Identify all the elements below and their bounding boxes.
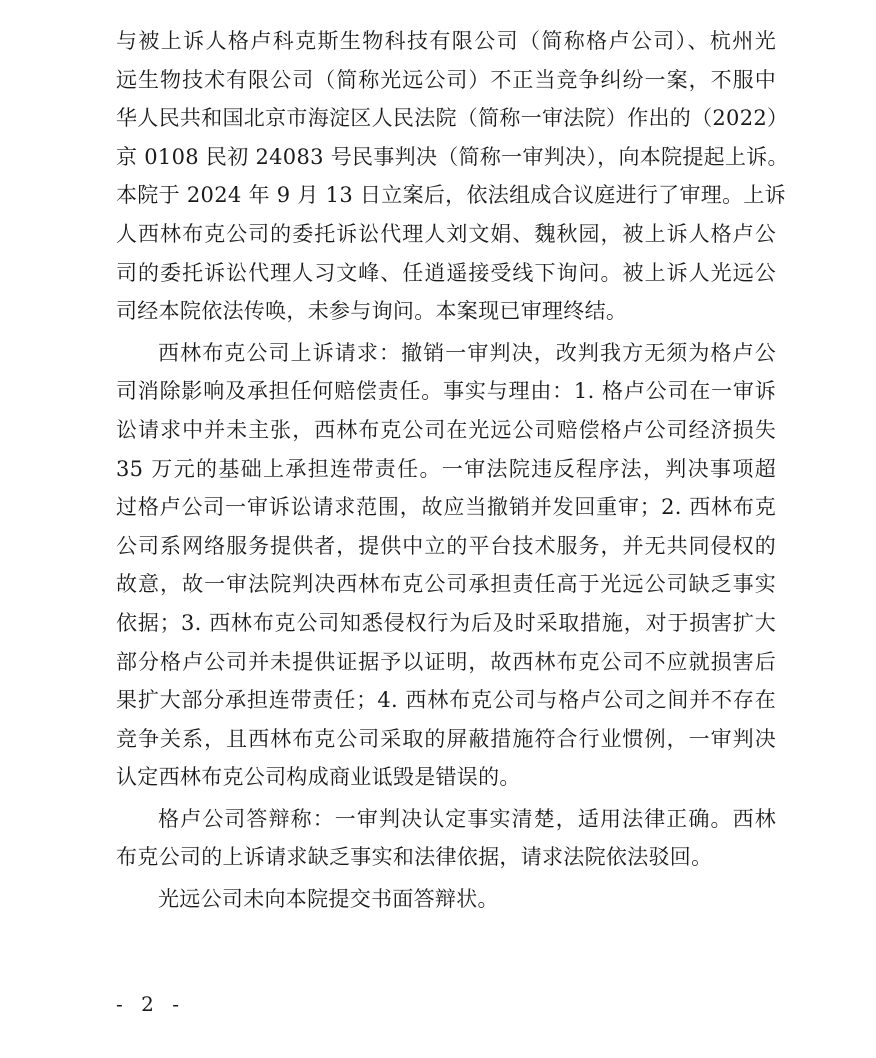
text-line: 京 0108 民初 24083 号民事判决（简称一审判决），向本院提起上诉。: [116, 144, 789, 169]
text-line: 格卢公司答辩称：一审判决认定事实清楚，适用法律正确。西林: [158, 806, 776, 831]
document-body: [116, 22, 789, 919]
text-line: 司经本院依法传唤，未参与询问。本案现已审理终结。: [116, 299, 628, 324]
paragraph-defense-statement: [116, 800, 776, 877]
text-line: 部分格卢公司并未提供证据予以证明，故西林布克公司不应就损害后: [116, 649, 776, 674]
text-line: 与被上诉人格卢科克斯生物科技有限公司（简称格卢公司）、杭州光: [116, 29, 776, 53]
text-line: 西林布克公司上诉请求：撤销一审判决，改判我方无须为格卢公: [158, 340, 776, 365]
text-line: 司的委托诉讼代理人习文峰、任逍遥接受线下询问。被上诉人光远公: [116, 260, 776, 285]
text-line: 依据；3. 西林布克公司知悉侵权行为后及时采取措施，对于损害扩大: [116, 610, 776, 635]
text-line: 远生物技术有限公司（简称光远公司）不正当竞争纠纷一案，不服中: [116, 67, 776, 92]
text-line: 司消除影响及承担任何赔偿责任。事实与理由：1. 格卢公司在一审诉: [116, 379, 776, 404]
text-line: 华人民共和国北京市海淀区人民法院（简称一审法院）作出的（2022）: [116, 106, 789, 131]
text-line: 果扩大部分承担连带责任；4. 西林布克公司与格卢公司之间并不存在: [116, 688, 776, 713]
text-line: 公司系网络服务提供者，提供中立的平台技术服务，并无共同侵权的: [116, 533, 776, 558]
text-line: 认定西林布克公司构成商业诋毁是错误的。: [116, 765, 521, 790]
paragraph-no-defense-note: [116, 880, 776, 919]
paragraph-appeal-request: [116, 334, 776, 797]
page-number: - 2 -: [116, 992, 185, 1016]
text-line: 本院于 2024 年 9 月 13 日立案后，依法组成合议庭进行了审理。上诉: [116, 183, 786, 208]
text-line: 故意，故一审法院判决西林布克公司承担责任高于光远公司缺乏事实: [116, 572, 776, 597]
text-line: 光远公司未向本院提交书面答辩状。: [158, 887, 499, 912]
text-line: 布克公司的上诉请求缺乏事实和法律依据，请求法院依法驳回。: [116, 845, 713, 870]
paragraph-case-background: [116, 22, 789, 331]
text-line: 人西林布克公司的委托诉讼代理人刘文娟、魏秋园，被上诉人格卢公: [116, 221, 776, 246]
text-line: 竞争关系，且西林布克公司采取的屏蔽措施符合行业惯例，一审判决: [116, 726, 776, 751]
text-line: 35 万元的基础上承担连带责任。一审法院违反程序法，判决事项超: [116, 456, 776, 481]
text-line: 讼请求中并未主张，西林布克公司在光远公司赔偿格卢公司经济损失: [116, 417, 776, 442]
text-line: 过格卢公司一审诉讼请求范围，故应当撤销并发回重审；2. 西林布克: [116, 495, 776, 520]
